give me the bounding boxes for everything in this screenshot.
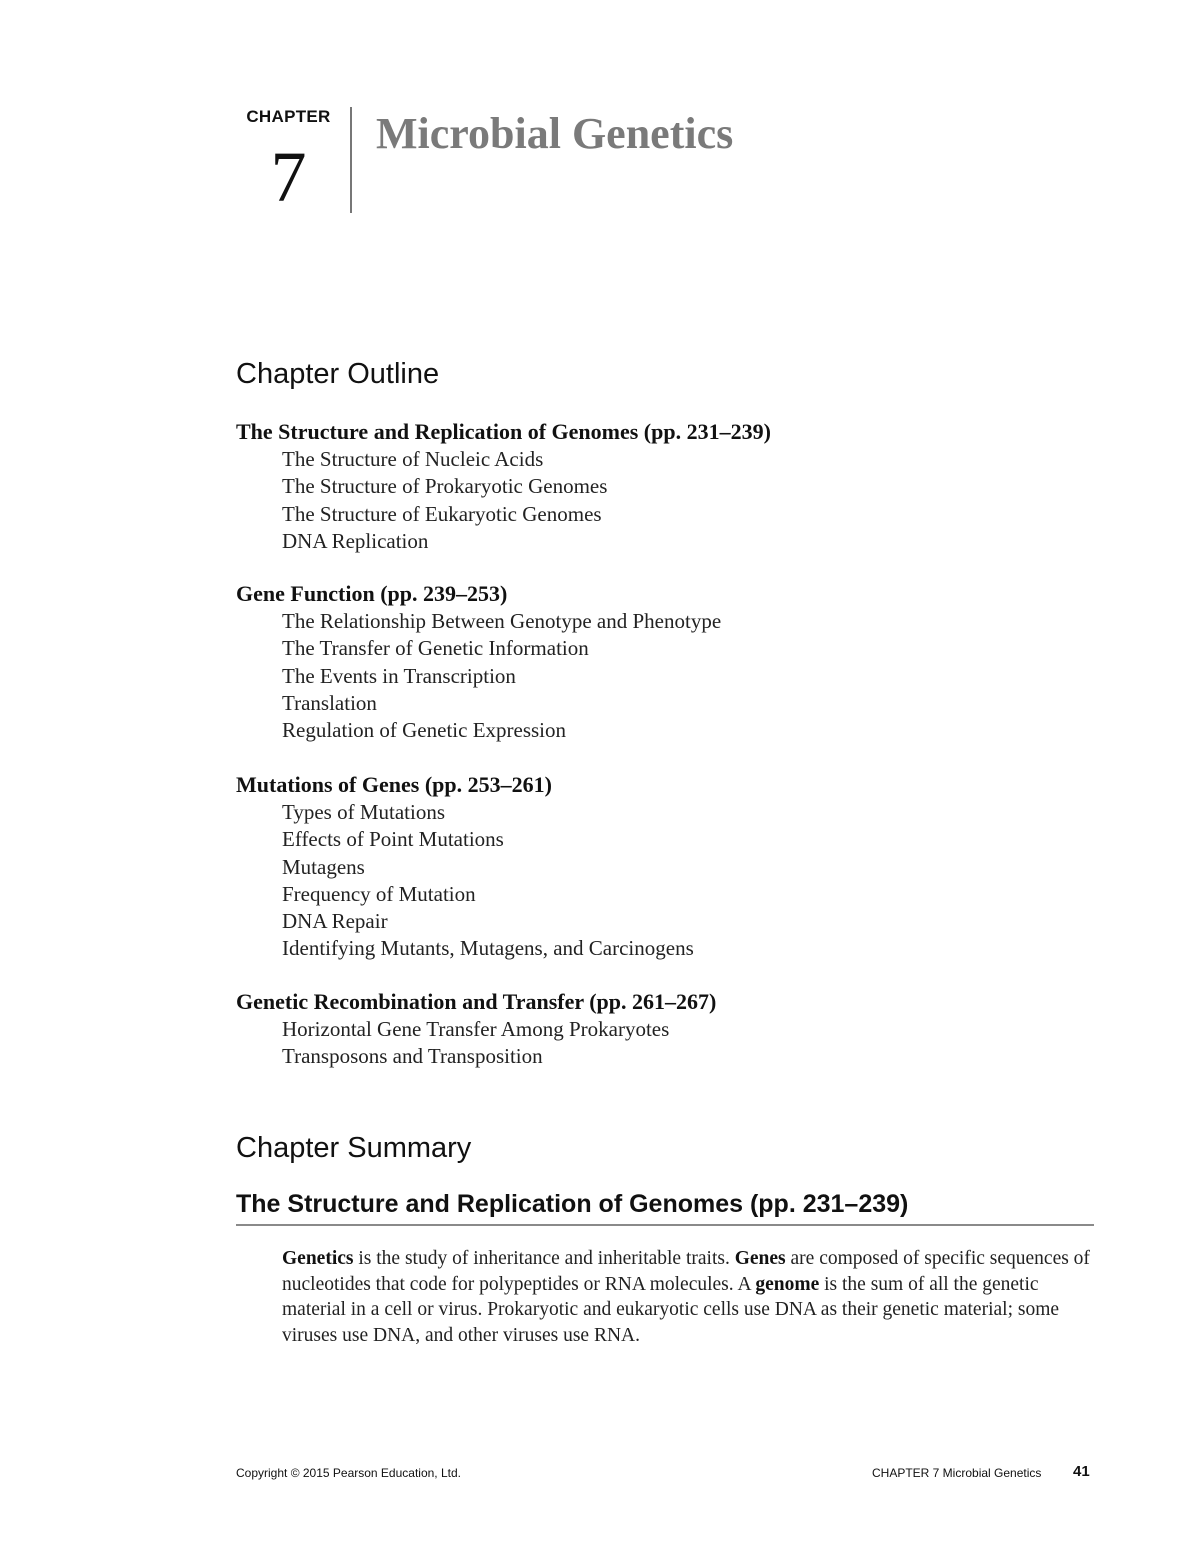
summary-subheading: The Structure and Replication of Genomes (pp. 231–239) [236,1186,1094,1226]
footer-running-title: CHAPTER 7 Microbial Genetics [872,1466,1042,1480]
outline-group [236,580,721,744]
outline-item: Identifying Mutants, Mutagens, and Carcinogens [282,936,694,961]
chapter-divider [350,107,352,213]
term-genetics: Genetics [282,1248,354,1269]
outline-item-list [236,446,771,555]
outline-item: Regulation of Genetic Expression [282,718,567,743]
page-number: 41 [1073,1463,1090,1480]
outline-item: Translation [282,690,377,715]
outline-item: The Structure of Prokaryotic Genomes [282,474,608,499]
outline-group-title: Mutations of Genes (pp. 253–261) [236,772,552,797]
outline-heading: Chapter Outline [236,358,440,390]
outline-group [236,418,771,555]
outline-item: Mutagens [282,854,365,879]
summary-heading: Chapter Summary [236,1132,472,1164]
outline-item: The Structure of Nucleic Acids [282,447,544,471]
outline-item: Horizontal Gene Transfer Among Prokaryotes [282,1017,670,1041]
summary-paragraph [282,1246,1094,1348]
term-genome: genome [755,1273,820,1295]
outline-group-title: Genetic Recombination and Transfer (pp. 261–267) [236,989,717,1014]
chapter-title: Microbial Genetics [376,109,734,158]
chapter-label: CHAPTER [246,107,331,126]
outline-item: The Transfer of Genetic Information [282,636,589,661]
paragraph-text: is the sum of all the genetic material in a cell or virus. Prokaryotic and eukaryotic cells use DNA as their genetic material; some viruses use DNA, and other viruses use RNA. [282,1273,1060,1346]
paragraph-text: are composed of specific sequences of nucleotides that code for polypeptides or RNA molecules. A [282,1248,1090,1295]
outline-group [236,771,694,963]
outline-group [236,988,716,1071]
outline-item: DNA Replication [282,528,429,553]
outline-item: DNA Repair [282,909,388,934]
term-genes: Genes [734,1248,786,1269]
chapter-number: 7 [270,137,307,217]
outline-item: Effects of Point Mutations [282,827,504,852]
outline-item-list [236,1016,716,1071]
outline-item: Types of Mutations [282,800,446,824]
outline-item: The Relationship Between Genotype and Phenotype [282,609,722,633]
outline-item-list [236,799,694,963]
paragraph-text: is the study of inheritance and inheritable traits. [353,1248,735,1269]
outline-item: The Structure of Eukaryotic Genomes [282,501,602,526]
outline-item: Transposons and Transposition [282,1044,543,1069]
outline-item: Frequency of Mutation [282,881,476,906]
outline-group-title: Gene Function (pp. 239–253) [236,581,508,606]
outline-item: The Events in Transcription [282,663,516,688]
outline-group-title: The Structure and Replication of Genomes (pp. 231–239) [236,419,771,444]
footer-copyright: Copyright © 2015 Pearson Education, Ltd. [236,1466,461,1480]
outline-item-list [236,608,721,744]
